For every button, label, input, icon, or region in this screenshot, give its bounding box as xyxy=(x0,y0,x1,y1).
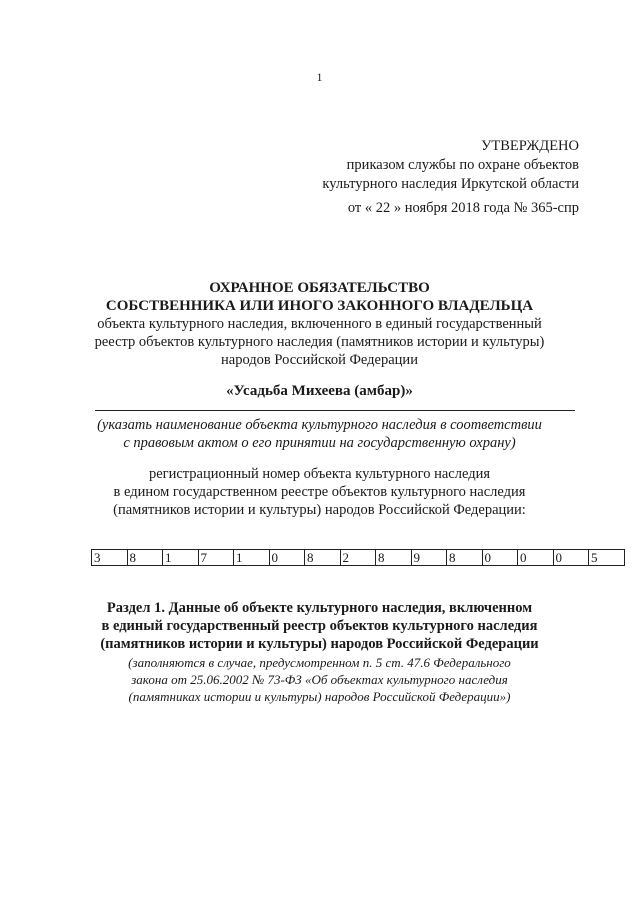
reg-digit-cell: 0 xyxy=(269,550,305,566)
section1-title-line-2: в единый государственный реестр объектов культурного наследия xyxy=(101,618,538,634)
approval-title: УТВЕРЖДЕНО xyxy=(481,138,579,154)
reg-intro-line-2: в едином государственном реестре объектов культурного наследия xyxy=(113,484,526,500)
reg-digit-cell: 8 xyxy=(127,550,163,566)
object-hint-line-2: с правовым актом о его принятии на государственную охрану) xyxy=(123,435,516,451)
reg-digit-cell: 2 xyxy=(340,550,376,566)
reg-digit-cell: 7 xyxy=(198,550,234,566)
heading-sub-3: народов Российской Федерации xyxy=(221,352,418,368)
approval-date: от « 22 » ноября 2018 года № 365-спр xyxy=(347,200,579,216)
reg-digit-cell: 8 xyxy=(376,550,412,566)
page-number: 1 xyxy=(316,70,323,84)
reg-digit-cell: 8 xyxy=(447,550,483,566)
approval-line-1: приказом службы по охране объектов xyxy=(346,157,579,173)
section1-title-line-3: (памятников истории и культуры) народов Российской Федерации xyxy=(100,636,539,652)
section1-note-line-1: (заполняются в случае, предусмотренном п. 5 ст. 47.6 Федерального xyxy=(128,655,511,670)
heading-sub-2: реестр объектов культурного наследия (памятников истории и культуры) xyxy=(94,334,545,350)
registration-number-table xyxy=(91,549,625,566)
reg-digit-cell: 0 xyxy=(553,550,589,566)
reg-digit-cell: 0 xyxy=(518,550,554,566)
object-name: «Усадьба Михеева (амбар)» xyxy=(226,383,413,399)
heading-line-2: СОБСТВЕННИКА ИЛИ ИНОГО ЗАКОННОГО ВЛАДЕЛЬЦА xyxy=(105,298,534,314)
reg-digit-cell: 3 xyxy=(92,550,128,566)
reg-digit-cell: 9 xyxy=(411,550,447,566)
object-hint-line-1: (указать наименование объекта культурного наследия в соответствии xyxy=(97,417,542,433)
section1-title-line-1: Раздел 1. Данные об объекте культурного наследия, включенном xyxy=(106,600,533,616)
reg-digit-cell: 1 xyxy=(234,550,270,566)
section1-note-line-2: закона от 25.06.2002 № 73-ФЗ «Об объектах культурного наследия xyxy=(131,672,508,687)
reg-intro-line-1: регистрационный номер объекта культурного наследия xyxy=(148,466,491,482)
section1-note-line-3: (памятниках истории и культуры) народов Российской Федерации») xyxy=(128,689,511,704)
heading-line-1: ОХРАННОЕ ОБЯЗАТЕЛЬСТВО xyxy=(209,280,430,296)
reg-intro-line-3: (памятников истории и культуры) народов Российской Федерации: xyxy=(113,502,526,518)
heading-sub-1: объекта культурного наследия, включенного в единый государственный xyxy=(97,316,542,332)
reg-digit-cell: 8 xyxy=(305,550,341,566)
approval-line-2: культурного наследия Иркутской области xyxy=(322,176,579,192)
reg-digit-cell: 0 xyxy=(482,550,518,566)
reg-digit-cell: 5 xyxy=(589,550,625,566)
reg-digit-cell: 1 xyxy=(163,550,199,566)
object-name-underline xyxy=(95,410,575,411)
registration-number-row xyxy=(92,550,625,566)
